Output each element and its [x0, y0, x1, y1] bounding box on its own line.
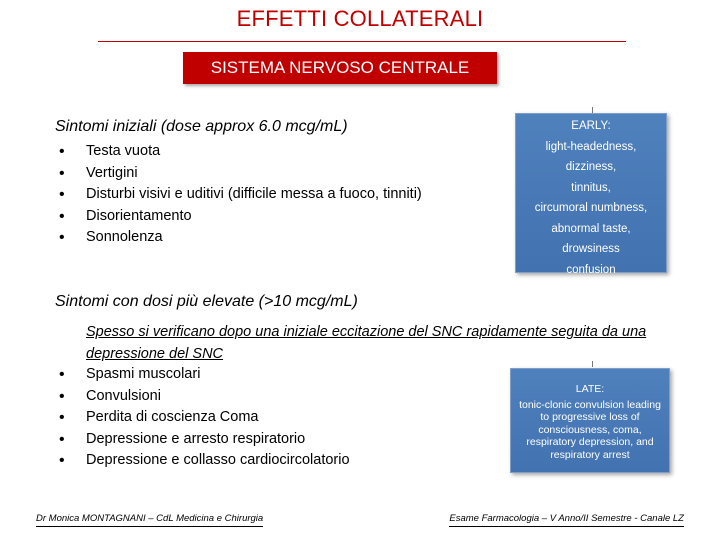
high-dose-list	[55, 364, 350, 472]
slide-title: EFFETTI COLLATERALI	[236, 6, 484, 31]
list-item: • Disorientamento	[55, 206, 422, 228]
late-panel	[510, 368, 670, 473]
list-item: • Disturbi visivi e uditivi (difficile messa a fuoco, tinniti)	[55, 184, 422, 206]
list-item: • Depressione e arresto respiratorio	[55, 429, 350, 451]
list-item: • Testa vuota	[55, 141, 422, 163]
early-panel-heading: EARLY:	[571, 120, 611, 132]
late-panel-body: tonic-clonic convulsion leading to progressive loss of consciousness, coma, respiratory depression, and respiratory arrest	[519, 398, 661, 461]
subtitle-banner: SISTEMA NERVOSO CENTRALE	[183, 52, 497, 84]
early-panel	[515, 113, 667, 276]
late-panel-heading: LATE:	[575, 383, 605, 395]
list-item: • Spasmi muscolari	[55, 364, 350, 386]
list-item: • Perdita di coscienza Coma	[55, 407, 350, 429]
early-panel-line: tinnitus,	[571, 181, 611, 194]
early-panel-line: confusion	[566, 263, 616, 276]
panel-connector	[592, 361, 593, 367]
list-item: • Depressione e collasso cardiocircolatorio	[55, 450, 350, 472]
early-symptoms-list	[55, 141, 422, 249]
early-panel-line: dizziness,	[565, 161, 617, 173]
footer-course: Esame Farmacologia – V Anno/II Semestre - Canale LZ	[449, 513, 684, 524]
early-panel-line: circumoral numbness,	[534, 202, 648, 214]
footer-author: Dr Monica MONTAGNANI – CdL Medicina e Chirurgia	[36, 513, 264, 524]
early-panel-line: abnormal taste,	[551, 222, 631, 235]
title-divider	[98, 41, 626, 42]
early-panel-line: light-headedness,	[545, 140, 637, 153]
high-dose-note: Spesso si verificano dopo una iniziale eccitazione del SNC rapidamente seguita da una depressione del SNC	[86, 324, 647, 362]
early-symptoms-heading: Sintomi iniziali (dose approx 6.0 mcg/mL)	[55, 118, 348, 135]
high-dose-heading: Sintomi con dosi più elevate (>10 mcg/mL)	[55, 293, 358, 310]
list-item: • Convulsioni	[55, 386, 350, 408]
list-item: • Sonnolenza	[55, 227, 422, 249]
list-item: • Vertigini	[55, 163, 422, 185]
early-panel-line: drowsiness	[562, 243, 620, 255]
